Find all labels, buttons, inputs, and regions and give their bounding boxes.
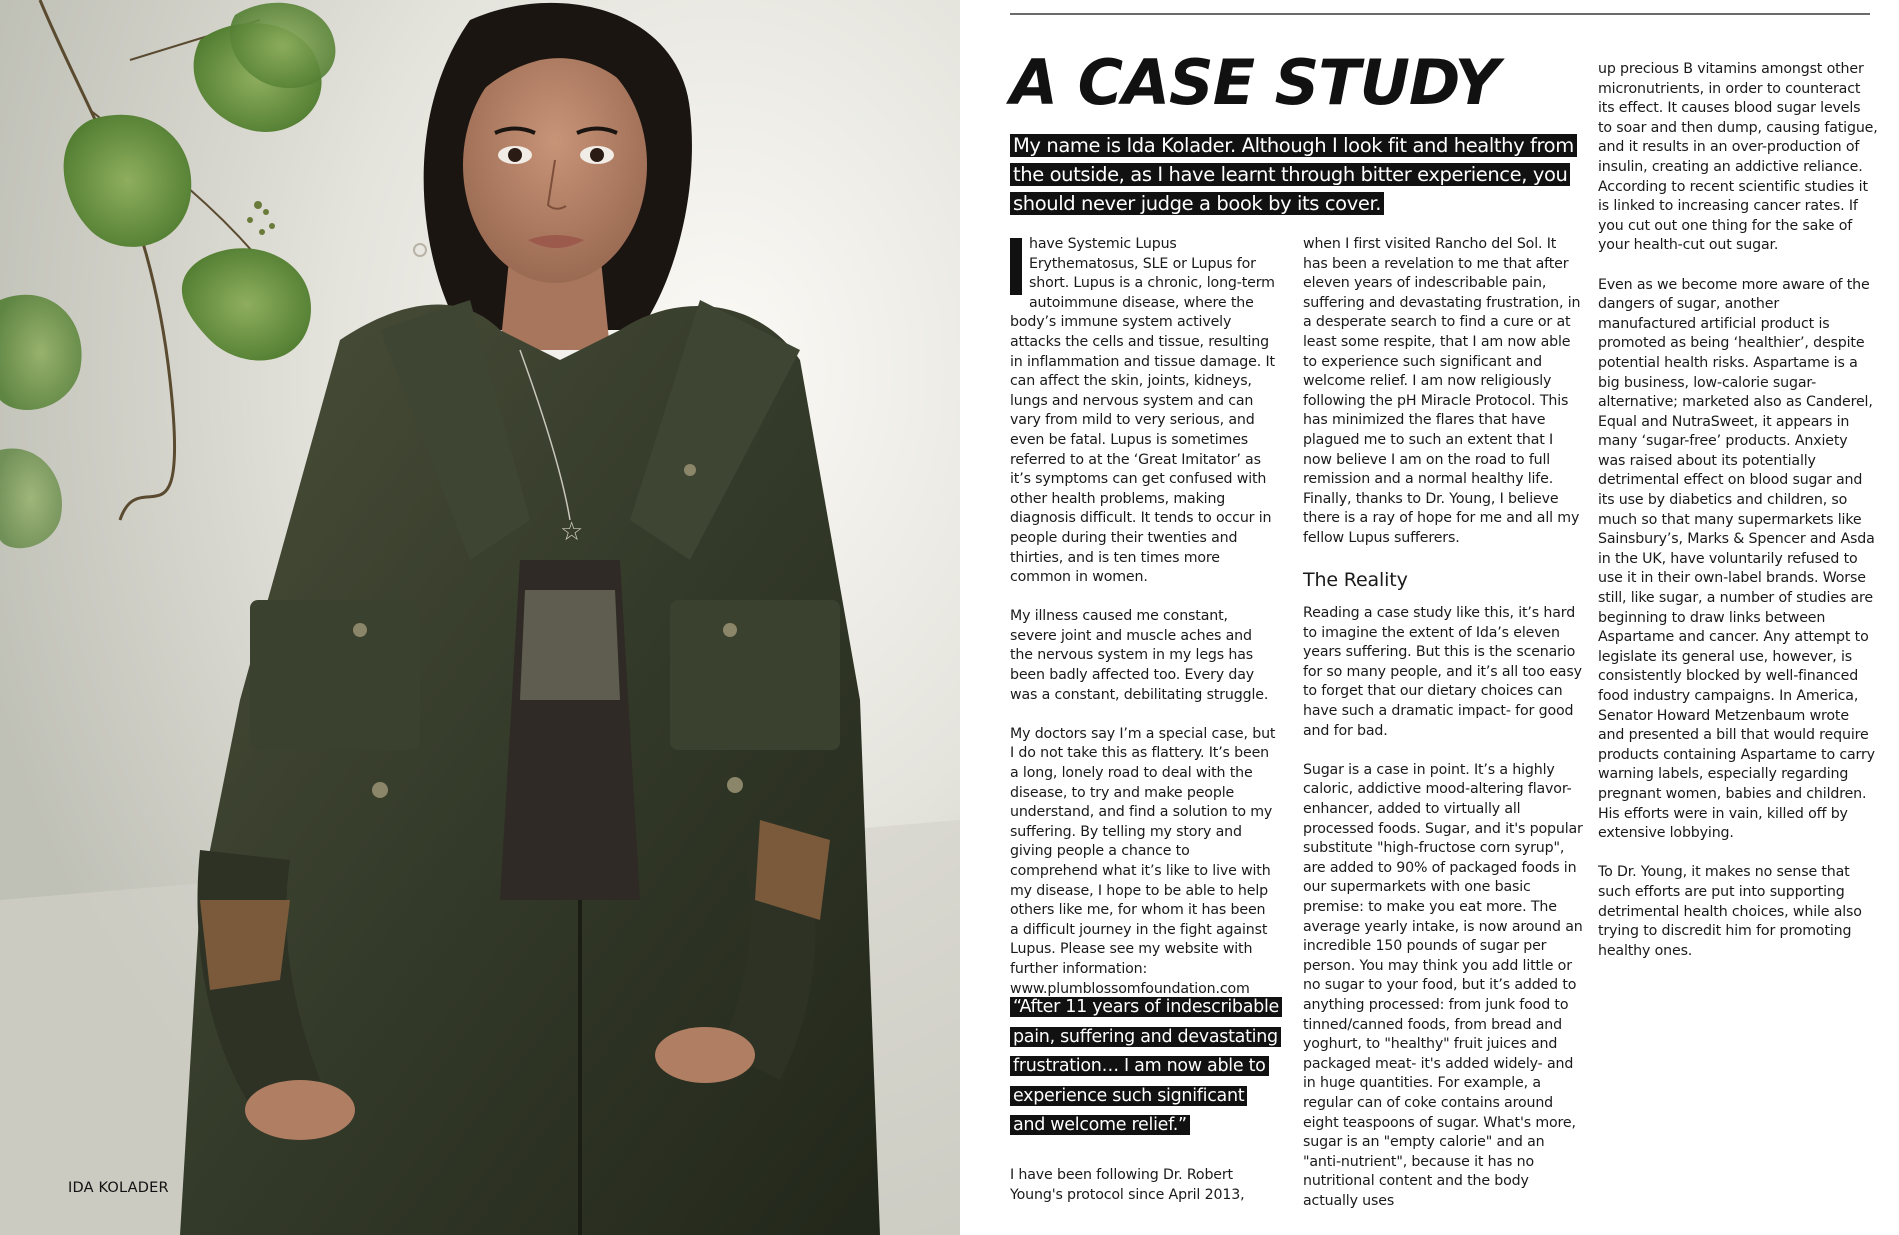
subhead-the-reality: The Reality xyxy=(1303,569,1408,592)
headline: A CASE STUDY xyxy=(1010,46,1499,119)
pull-quote-text: “After 11 years of indescribable pain, suffering and devastating frustration… I am now able to experience such significant and welcome relief.” xyxy=(1010,997,1282,1135)
col3-paragraph-1: up precious B vitamins amongst other micronutrients, in order to counteract its effect. It causes blood sugar levels to soar and then dump, causing fatigue, and it results in an over-production of insulin, creating an addictive reliance. According to recent scientific studies it is linked to increasing cancer rates. If you cut out one thing for the sake of your health-cut out sugar. xyxy=(1598,61,1878,254)
col2-paragraph-2: Reading a case study like this, it’s hard to imagine the extent of Ida’s eleven years suffering. But this is the scenario for so many people, and it’s all too easy to forget that our dietary choices can have such a dramatic impact- for good and for bad. xyxy=(1303,605,1582,739)
intro-text: My name is Ida Kolader. Although I look fit and healthy from the outside, as I have learnt through bitter experience, you should never judge a book by its cover. xyxy=(1010,134,1577,215)
svg-text:☆: ☆ xyxy=(560,517,584,547)
col3-paragraph-3: To Dr. Young, it makes no sense that such efforts are put into supporting detrimental health choices, while also trying to discredit him for promoting healthy ones. xyxy=(1598,864,1862,959)
pull-quote xyxy=(1010,993,1280,1141)
photo-caption: IDA KOLADER xyxy=(68,1180,169,1196)
col1-paragraph-2: My illness caused me constant, severe joint and muscle aches and the nervous system in my legs has been badly affected too. Every day was a constant, debilitating struggle. xyxy=(1010,608,1269,703)
intro-standfirst xyxy=(1010,131,1595,218)
col1-tail-paragraph: I have been following Dr. Robert Young's protocol since April 2013, xyxy=(1010,1167,1245,1203)
col2-paragraph-3: Sugar is a case in point. It’s a highly caloric, addictive mood-altering flavor-enhancer, added to virtually all processed foods. Sugar, and it's popular substitute "high-fructose corn syrup", are added to 90% of packaged foods in our supermarkets with one basic premise: to make you eat more. The average yearly intake, is now around an incredible 150 pounds of sugar per person. You may think you add little or no sugar to your food, but it’s added to anything processed: from junk food to tinned/canned foods, from bread and yoghurt, to "healthy" fruit juices and packaged meat- it's added widely- and in huge quantities. For example, a regular can of coke contains around eight teaspoons of sugar. What's more, sugar is an "empty calorie" and an "anti-nutrient", because it has no nutritional content and the body actually uses xyxy=(1303,761,1583,1209)
column-1 xyxy=(1010,235,1278,1019)
col1-paragraph-3: My doctors say I’m a special case, but I do not take this as flattery. It’s been a long, lonely road to deal with the disease, to try and make people understand, and find a solution to my suffering. By telling my story and giving people a chance to comprehend what it’s like to live with my disease, I hope to be able to help others like me, for whom it has been a difficult journey in the fight against Lupus. Please see my website with further information: www.plumblossomfoundation.com xyxy=(1010,725,1276,997)
col3-paragraph-2: Even as we become more aware of the dangers of sugar, another manufactured artificial product is promoted as being ‘healthier’, despite potential health risks. Aspartame is a big business, low-calorie sugar-alternative; marketed also as Canderel, Equal and NutraSweet, it appears in many ‘sugar-free’ products. Anxiety was raised about its potentially detrimental effect on blood sugar and its use by diabetics and children, so much so that many supermarkets like Sainsbury’s, Marks & Spencer and Asda in the UK, have voluntarily refused to use it in their own-label brands. Worse still, like sugar, a number of studies are beginning to draw links between Aspartame and cancer. Any attempt to legislate its general use, however, is consistently blocked by well-financed food industry campaigns. In America, Senator Howard Metzenbaum wrote and presented a bill that would require products containing Aspartame to carry warning labels, especially regarding pregnant women, babies and children. His efforts were in vain, killed off by extensive lobbying. xyxy=(1598,276,1875,842)
col2-paragraph-1: when I first visited Rancho del Sol. It has been a revelation to me that after eleven years of indescribable pain, suffering and devastating frustration, in a desperate search to find a cure or at least some respite, that I am now able to experience such significant and welcome relief. I am now religiously following the pH Miracle Protocol. This has minimized the flares that have plagued me to such an extent that I now believe I am on the road to full remission and a normal healthy life. Finally, thanks to Dr. Young, I believe there is a ray of hope for me and all my fellow Lupus sufferers. xyxy=(1303,236,1581,546)
column-2 xyxy=(1303,235,1585,1231)
dropcap-i xyxy=(1010,238,1022,295)
column-3 xyxy=(1598,60,1878,981)
top-rule xyxy=(1010,13,1870,15)
col1-p1-text: have Systemic Lupus Erythematosus, SLE or Lupus for short. Lupus is a chronic, long-term autoimmune disease, where the body’s immune system actively attacks the cells and tissue, resulting in inflammation and tissue damage. It can affect the skin, joints, kidneys, lungs and nervous system and can vary from mild to very serious, and even be fatal. Lupus is sometimes referred to at the ‘Great Imitator’ as it’s symptoms can get confused with other health problems, making diagnosis difficult. It tends to occur in people during their twenties and thirties, and is ten times more common in women. xyxy=(1010,236,1275,586)
col1-paragraph-1 xyxy=(1010,235,1278,588)
